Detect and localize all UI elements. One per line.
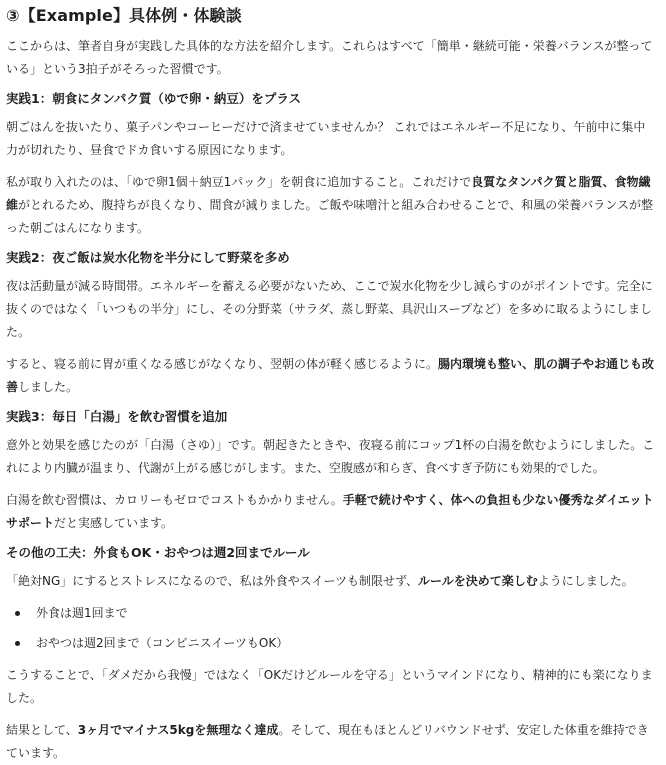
practice-2-paragraph-1: 夜は活動量が減る時間帯。エネルギーを蓄える必要がないため、ここで炭水化物を少し減らすのがポイントです。完全に抜くのではなく「いつもの半分」にし、その分野菜（サラダ、蒸し野菜、具沢山スープなど）を多めに取るようにしました。	[6, 279, 653, 339]
text-span: しました。	[18, 380, 79, 394]
practice-3-paragraph-2	[6, 489, 656, 535]
list-item	[6, 602, 656, 625]
text-span: だと実感しています。	[54, 516, 174, 530]
text-span: 。そして、現在もほとんどリバウンドせず、安定した体重を維持できています。	[6, 723, 649, 760]
extra-tips-paragraph-2: こうすることで、「ダメだから我慢」ではなく「OKだけどルールを守る」というマインドになり、精神的にも楽になりました。	[6, 668, 653, 705]
bold-text: 腸内環境も整い、肌の調子やお通じも改善	[6, 357, 655, 394]
text-span: ようにしました。	[537, 574, 634, 588]
extra-tips-paragraph-1	[6, 570, 656, 593]
text-span: すると、寝る前に胃が重くなる感じがなくなり、翌朝の体が軽く感じるように。	[6, 357, 439, 371]
list-item-text: 外食は週1回まで	[36, 606, 128, 620]
practice-1-heading: 実践1：朝食にタンパク質（ゆで卵・納豆）をプラス	[6, 91, 301, 106]
result-paragraph	[6, 719, 656, 765]
text-span: がとれるため、腹持ちが良くなり、間食が減りました。ご飯や味噌汁と組み合わせることで、和風の栄養バランスが整った朝ごはんになります。	[6, 198, 653, 235]
bold-text: ルールを決めて楽しむ	[418, 574, 538, 588]
bold-text: 良質なタンパク質と脂質、食物繊維	[6, 175, 651, 212]
text-span: 私が取り入れたのは、「ゆで卵1個＋納豆1パック」を朝食に追加すること。これだけで	[6, 175, 472, 189]
list-item	[6, 632, 656, 655]
intro-paragraph: ここからは、筆者自身が実践した具体的な方法を紹介します。これらはすべて「簡単・継続可能・栄養バランスが整っている」という3拍子がそろった習慣です。	[6, 39, 653, 76]
text-span: 「絶対NG」にするとストレスになるので、私は外食やスイーツも制限せず、	[6, 574, 418, 588]
section-title: ③【Example】具体例・体験談	[6, 6, 242, 25]
practice-3-heading: 実践3：毎日「白湯」を飲む習慣を追加	[6, 409, 228, 424]
text-span: 白湯を飲む習慣は、カロリーもゼロでコストもかかりません。	[6, 493, 343, 507]
rules-list	[6, 602, 656, 655]
bold-text: 3ヶ月でマイナス5kgを無理なく達成	[77, 723, 279, 737]
practice-3-paragraph-1: 意外と効果を感じたのが「白湯（さゆ）」です。朝起きたときや、夜寝る前にコップ1杯の白湯を飲むようにしました。これにより内臓が温まり、代謝が上がる感じがします。また、空腹感が和らぎ、食べすぎ予防にも効果的でした。	[6, 438, 655, 475]
practice-2-heading: 実践2：夜ご飯は炭水化物を半分にして野菜を多め	[6, 250, 290, 265]
text-span: 結果として、	[6, 723, 78, 737]
bullet-icon	[15, 611, 20, 616]
list-item-text: おやつは週2回まで（コンビニスイーツもOK）	[36, 636, 289, 650]
bullet-icon	[15, 641, 20, 646]
practice-2-paragraph-2	[6, 353, 656, 399]
practice-1-paragraph-1: 朝ごはんを抜いたり、菓子パンやコーヒーだけで済ませていませんか？ これではエネルギー不足になり、午前中に集中力が切れたり、昼食でドカ食いする原因になります。	[6, 120, 646, 157]
bold-text: 手軽で続けやすく、体への負担も少ない優秀なダイエットサポート	[6, 493, 654, 530]
practice-1-paragraph-2	[6, 171, 656, 240]
extra-tips-heading: その他の工夫：外食もOK・おやつは週2回までルール	[6, 545, 310, 560]
